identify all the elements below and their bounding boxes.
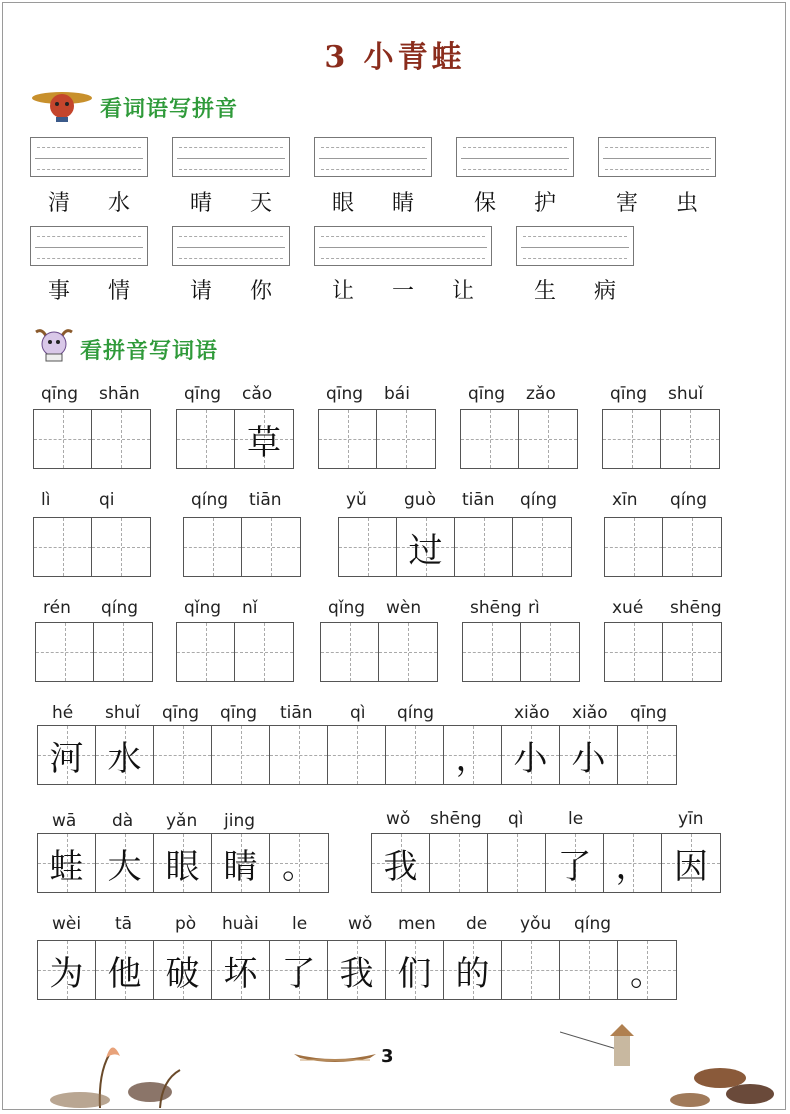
writing-cell[interactable] xyxy=(34,410,92,468)
pinyin-label: qǐng xyxy=(184,598,222,618)
writing-cell[interactable] xyxy=(321,623,379,681)
vocabulary-word: 晴 天 xyxy=(190,191,281,216)
character-grid xyxy=(33,517,151,577)
pinyin-label: wǒ xyxy=(386,809,411,829)
pinyin-label: qīng xyxy=(41,384,79,404)
pinyin-label: huài xyxy=(222,914,259,934)
writing-cell[interactable] xyxy=(36,623,94,681)
pinyin-label: shēng xyxy=(470,598,522,618)
cell-character: 河 xyxy=(49,738,84,779)
cell-character: 我 xyxy=(383,846,418,887)
cartoon-cow-icon xyxy=(32,326,76,362)
cell-character: 蛙 xyxy=(49,846,84,887)
writing-cell[interactable] xyxy=(177,410,235,468)
pinyin-label: qīng xyxy=(630,703,668,723)
writing-cell[interactable] xyxy=(92,410,150,468)
cell-character: 因 xyxy=(674,846,708,887)
vocabulary-word: 请 你 xyxy=(190,279,281,304)
writing-cell[interactable] xyxy=(177,623,235,681)
pinyin-label: cǎo xyxy=(242,384,273,404)
writing-cell[interactable] xyxy=(270,834,328,892)
character-grid xyxy=(176,622,294,682)
cell-character: 小 xyxy=(571,738,606,779)
pinyin-label: xué xyxy=(612,598,644,618)
lotus-decoration-icon xyxy=(40,1030,210,1108)
cell-character: ， xyxy=(455,738,490,779)
character-grid xyxy=(318,409,436,469)
pinyin-label: xiǎo xyxy=(514,703,550,723)
pinyin-label: qíng xyxy=(520,490,558,510)
pinyin-label: tiān xyxy=(462,490,495,510)
writing-cell[interactable] xyxy=(212,834,270,892)
cell-character: 坏 xyxy=(223,953,258,994)
writing-cell[interactable] xyxy=(377,410,435,468)
writing-cell[interactable] xyxy=(463,623,521,681)
section-title-write-pinyin: 看词语写拼音 xyxy=(100,97,239,122)
pinyin-answer-box[interactable] xyxy=(172,137,290,177)
writing-cell[interactable] xyxy=(502,941,560,999)
cell-character: 水 xyxy=(107,738,142,779)
writing-cell[interactable] xyxy=(212,726,270,784)
vocabulary-word: 事 情 xyxy=(48,279,139,304)
writing-cell[interactable] xyxy=(319,410,377,468)
pinyin-label: shēng xyxy=(430,809,482,829)
pinyin-label: lì xyxy=(41,490,51,510)
section-title-write-words: 看拼音写词语 xyxy=(80,339,219,364)
pinyin-label: qíng xyxy=(397,703,435,723)
writing-cell[interactable] xyxy=(94,623,152,681)
cartoon-boy-icon xyxy=(30,86,94,122)
writing-cell[interactable] xyxy=(461,410,519,468)
pinyin-answer-box[interactable] xyxy=(30,226,148,266)
character-grid xyxy=(604,622,722,682)
cell-character: 破 xyxy=(165,953,200,994)
fisherman-decoration-icon xyxy=(560,1020,780,1108)
character-grid xyxy=(338,517,572,577)
character-grid xyxy=(604,517,722,577)
cell-character: 为 xyxy=(49,953,84,994)
pinyin-label: wǒ xyxy=(348,914,373,934)
pinyin-answer-box[interactable] xyxy=(172,226,290,266)
writing-cell[interactable] xyxy=(430,834,488,892)
pinyin-label: jing xyxy=(224,811,256,831)
cell-character: ， xyxy=(615,846,650,887)
pinyin-label: qíng xyxy=(670,490,708,510)
writing-cell[interactable] xyxy=(386,726,444,784)
writing-cell[interactable] xyxy=(663,623,721,681)
writing-cell[interactable] xyxy=(618,726,676,784)
pinyin-label: tiān xyxy=(280,703,313,723)
pinyin-label: yīn xyxy=(678,809,704,829)
pinyin-label: nǐ xyxy=(242,598,258,618)
writing-cell[interactable] xyxy=(270,726,328,784)
pinyin-answer-box[interactable] xyxy=(314,226,492,266)
pinyin-label: rì xyxy=(528,598,540,618)
pinyin-label: qīng xyxy=(468,384,506,404)
writing-cell[interactable] xyxy=(605,518,663,576)
cell-character: 小 xyxy=(513,738,548,779)
character-grid xyxy=(176,409,294,469)
writing-cell[interactable] xyxy=(212,941,270,999)
writing-cell[interactable] xyxy=(235,623,293,681)
writing-cell[interactable] xyxy=(618,941,676,999)
cell-character: 。 xyxy=(282,846,316,887)
boat-decoration-icon xyxy=(290,1040,380,1064)
cell-character: 睛 xyxy=(223,846,258,887)
pinyin-label: wèi xyxy=(52,914,82,934)
writing-cell[interactable] xyxy=(154,834,212,892)
writing-cell[interactable] xyxy=(328,941,386,999)
writing-cell[interactable] xyxy=(154,941,212,999)
pinyin-label: tiān xyxy=(249,490,282,510)
writing-cell[interactable] xyxy=(521,623,579,681)
writing-cell[interactable] xyxy=(519,410,577,468)
pinyin-label: wā xyxy=(52,811,77,831)
writing-cell[interactable] xyxy=(455,518,513,576)
pinyin-label: bái xyxy=(384,384,410,404)
cell-character: 大 xyxy=(107,846,142,887)
writing-cell[interactable] xyxy=(661,410,719,468)
cell-character: 眼 xyxy=(165,846,200,887)
pinyin-label: yǒu xyxy=(520,914,552,934)
character-grid xyxy=(37,833,329,893)
pinyin-label: xīn xyxy=(612,490,638,510)
pinyin-label: qīng xyxy=(326,384,364,404)
character-grid xyxy=(371,833,721,893)
writing-cell[interactable] xyxy=(397,518,455,576)
pinyin-label: shēng xyxy=(670,598,722,618)
pinyin-label: pò xyxy=(175,914,197,934)
pinyin-label: de xyxy=(466,914,488,934)
cell-character: 了 xyxy=(557,846,592,887)
writing-cell[interactable] xyxy=(96,941,154,999)
writing-cell[interactable] xyxy=(488,834,546,892)
writing-cell[interactable] xyxy=(605,623,663,681)
writing-cell[interactable] xyxy=(379,623,437,681)
writing-cell[interactable] xyxy=(560,941,618,999)
writing-cell[interactable] xyxy=(184,518,242,576)
page-number: 3 xyxy=(381,1046,394,1067)
pinyin-label: guò xyxy=(404,490,436,510)
pinyin-label: qīng xyxy=(610,384,648,404)
writing-cell[interactable] xyxy=(603,410,661,468)
cell-character: 。 xyxy=(630,953,664,994)
writing-cell[interactable] xyxy=(372,834,430,892)
character-grid xyxy=(462,622,580,682)
character-grid xyxy=(35,622,153,682)
pinyin-label: yǎn xyxy=(166,811,198,831)
writing-cell[interactable] xyxy=(444,726,502,784)
pinyin-label: zǎo xyxy=(526,384,556,404)
writing-cell[interactable] xyxy=(242,518,300,576)
cell-character: 他 xyxy=(107,953,142,994)
writing-cell[interactable] xyxy=(38,941,96,999)
writing-cell[interactable] xyxy=(96,834,154,892)
writing-cell[interactable] xyxy=(328,726,386,784)
pinyin-label: qīng xyxy=(162,703,200,723)
pinyin-label: qīng xyxy=(184,384,222,404)
pinyin-label: shān xyxy=(99,384,140,404)
pinyin-answer-box[interactable] xyxy=(598,137,716,177)
pinyin-answer-box[interactable] xyxy=(456,137,574,177)
pinyin-label: wèn xyxy=(386,598,422,618)
pinyin-label: le xyxy=(292,914,308,934)
pinyin-label: shuǐ xyxy=(105,703,141,723)
writing-cell[interactable] xyxy=(546,834,604,892)
character-grid xyxy=(320,622,438,682)
pinyin-answer-box[interactable] xyxy=(516,226,634,266)
writing-cell[interactable] xyxy=(154,726,212,784)
writing-cell[interactable] xyxy=(604,834,662,892)
writing-cell[interactable] xyxy=(662,834,720,892)
character-grid xyxy=(37,725,677,785)
pinyin-label: qi xyxy=(99,490,115,510)
pinyin-label: shuǐ xyxy=(668,384,704,404)
pinyin-label: le xyxy=(568,809,584,829)
pinyin-label: qǐng xyxy=(328,598,366,618)
pinyin-label: qíng xyxy=(191,490,229,510)
pinyin-label: xiǎo xyxy=(572,703,608,723)
character-grid xyxy=(460,409,578,469)
cell-character: 了 xyxy=(281,953,316,994)
writing-cell[interactable] xyxy=(92,518,150,576)
cell-character: 我 xyxy=(339,953,374,994)
pinyin-label: rén xyxy=(43,598,71,618)
writing-cell[interactable] xyxy=(38,834,96,892)
pinyin-answer-box[interactable] xyxy=(30,137,148,177)
writing-cell[interactable] xyxy=(339,518,397,576)
cell-character: 的 xyxy=(455,953,490,994)
pinyin-label: yǔ xyxy=(346,490,367,510)
vocabulary-word: 生 病 xyxy=(534,279,625,304)
pinyin-answer-box[interactable] xyxy=(314,137,432,177)
cell-character: 过 xyxy=(408,530,443,571)
writing-cell[interactable] xyxy=(663,518,721,576)
vocabulary-word: 让 一 让 xyxy=(332,279,483,304)
pinyin-label: hé xyxy=(52,703,74,723)
pinyin-label: qíng xyxy=(574,914,612,934)
page-title: 3 小青蛙 xyxy=(324,40,466,75)
pinyin-label: qíng xyxy=(101,598,139,618)
pinyin-label: men xyxy=(398,914,436,934)
writing-cell[interactable] xyxy=(235,410,293,468)
writing-cell[interactable] xyxy=(560,726,618,784)
writing-cell[interactable] xyxy=(444,941,502,999)
writing-cell[interactable] xyxy=(38,726,96,784)
vocabulary-word: 保 护 xyxy=(474,191,565,216)
vocabulary-word: 眼 睛 xyxy=(332,191,423,216)
writing-cell[interactable] xyxy=(386,941,444,999)
cell-character: 草 xyxy=(247,422,281,463)
pinyin-label: qì xyxy=(508,809,524,829)
writing-cell[interactable] xyxy=(270,941,328,999)
pinyin-label: qì xyxy=(350,703,366,723)
pinyin-label: tā xyxy=(115,914,133,934)
character-grid xyxy=(602,409,720,469)
writing-cell[interactable] xyxy=(96,726,154,784)
pinyin-label: qīng xyxy=(220,703,258,723)
writing-cell[interactable] xyxy=(34,518,92,576)
character-grid xyxy=(183,517,301,577)
writing-cell[interactable] xyxy=(513,518,571,576)
writing-cell[interactable] xyxy=(502,726,560,784)
character-grid xyxy=(37,940,677,1000)
vocabulary-word: 清 水 xyxy=(48,191,139,216)
vocabulary-word: 害 虫 xyxy=(616,191,707,216)
cell-character: 们 xyxy=(397,953,432,994)
pinyin-label: dà xyxy=(112,811,134,831)
character-grid xyxy=(33,409,151,469)
